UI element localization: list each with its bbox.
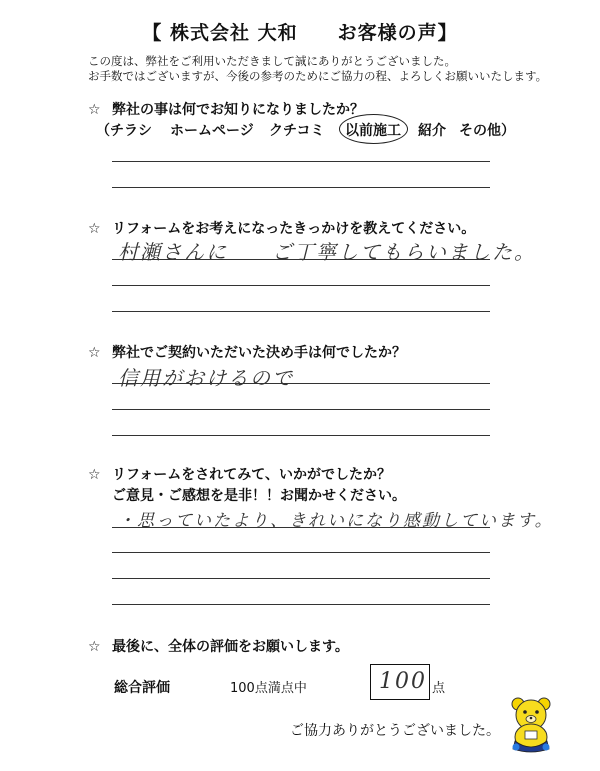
score-unit: 点	[432, 681, 446, 696]
option-kuchikomi[interactable]: クチコミ	[269, 123, 325, 139]
star-icon: ☆	[88, 221, 101, 237]
answer-line	[112, 161, 490, 162]
option-previous-work[interactable]: 以前施工	[345, 123, 401, 139]
score-handwriting: 100	[379, 669, 427, 694]
page-title: 【 株式会社 大和 お客様の声】	[142, 22, 458, 44]
answer-line	[112, 409, 490, 410]
answer-line	[112, 604, 490, 605]
star-icon: ☆	[88, 639, 101, 655]
question-4	[88, 464, 391, 484]
option-referral[interactable]: 紹介	[418, 123, 446, 139]
question-3-text: 弊社でご契約いただいた決め手は何でしたか？	[112, 345, 406, 361]
answer-line	[112, 259, 490, 260]
star-icon: ☆	[88, 345, 101, 361]
intro-line-2: お手数ではございますが、今後の参考のためにご協力の程、よろしくお願いいたします。	[88, 69, 548, 83]
answer-line	[112, 435, 490, 436]
question-3	[88, 342, 406, 362]
question-5	[88, 636, 349, 656]
question-2	[88, 218, 475, 238]
answer-line	[112, 311, 490, 312]
bear-mascot-icon	[505, 695, 557, 753]
question-1	[88, 99, 364, 119]
answer-2-handwriting: 村瀬さんに ご丁寧してもらいました。	[118, 240, 536, 264]
overall-rating-label: 総合評価	[114, 680, 170, 696]
thanks-message: ご協力ありがとうございました。	[290, 723, 500, 739]
selected-circle	[339, 114, 408, 144]
answer-line	[112, 285, 490, 286]
rating-scale: 100点満点中	[230, 681, 307, 696]
question-5-text: 最後に、全体の評価をお願いします。	[112, 639, 349, 655]
option-other[interactable]: その他）	[459, 123, 515, 139]
answer-3-handwriting: 信用がおけるので	[118, 366, 294, 390]
option-open: （チラシ	[96, 123, 152, 139]
star-icon: ☆	[88, 467, 101, 483]
answer-line	[112, 552, 490, 553]
answer-line	[112, 578, 490, 579]
answer-line	[112, 187, 490, 188]
intro-line-1: この度は、弊社をご利用いただきまして誠にありがとうございました。	[88, 54, 456, 68]
answer-line	[112, 527, 490, 528]
option-homepage[interactable]: ホームページ	[170, 123, 254, 139]
question-2-text: リフォームをお考えになったきっかけを教えてください。	[112, 221, 476, 237]
question-4-text: リフォームをされてみて、いかがでしたか？	[112, 467, 392, 483]
question-1-text: 弊社の事は何でお知りになりましたか？	[112, 102, 364, 118]
question-4-sub: ご意見・ご感想を是非！！お聞かせください。	[112, 488, 406, 504]
answer-4-handwriting: ・思っていたより、きれいになり感動しています。	[118, 511, 554, 531]
star-icon: ☆	[88, 102, 101, 118]
answer-line	[112, 383, 490, 384]
